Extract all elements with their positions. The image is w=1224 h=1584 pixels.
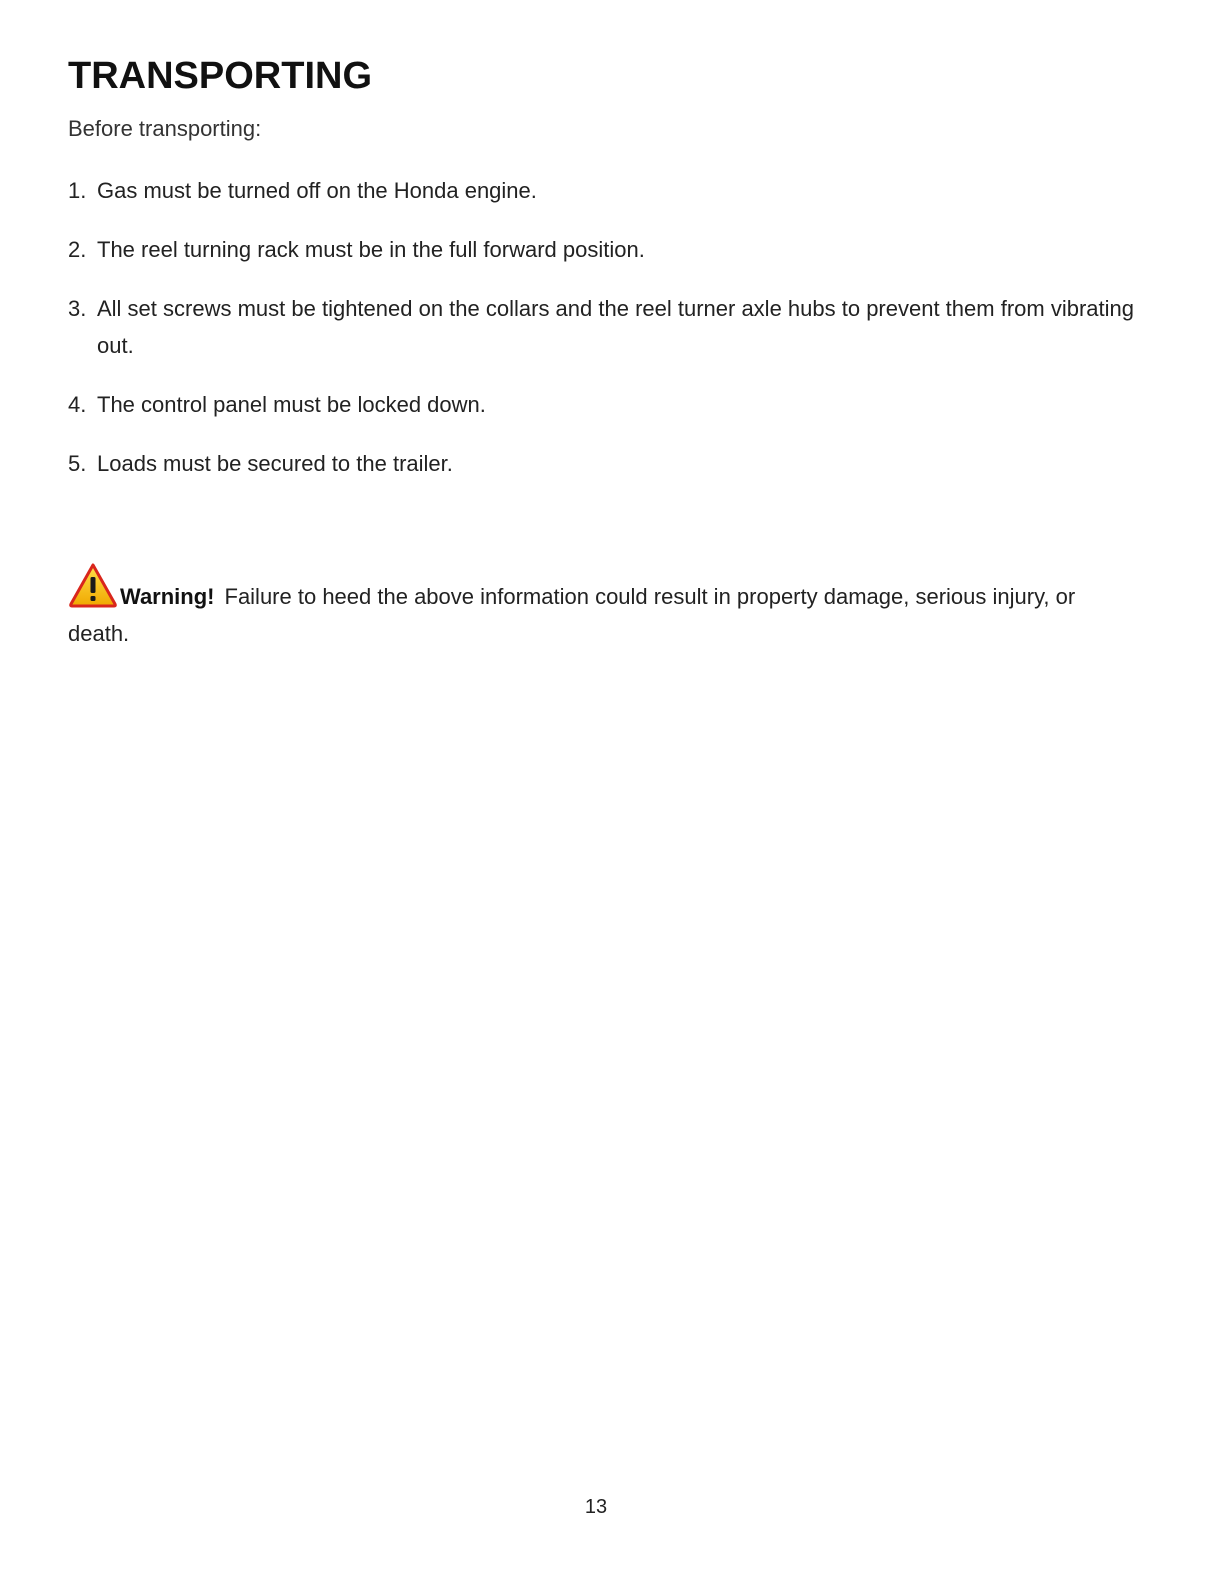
list-item: [68, 386, 1148, 423]
page-number: 13: [584, 1496, 608, 1518]
list-item: [68, 231, 1148, 268]
step-number: 3.: [68, 296, 87, 321]
steps-list: [68, 172, 1148, 504]
warning-notice: [68, 562, 1128, 652]
step-number: 1.: [68, 178, 87, 203]
step-number: 5.: [68, 451, 87, 476]
page-title: TRANSPORTING: [68, 55, 372, 97]
list-item: [68, 290, 1148, 364]
step-text: Loads must be secured to the trailer.: [97, 451, 453, 476]
list-item: [68, 445, 1148, 482]
step-text: Gas must be turned off on the Honda engine.: [97, 178, 537, 203]
warning-label: Warning!: [120, 584, 215, 609]
warning-text: Failure to heed the above information could result in property damage, serious injury, or death.: [68, 584, 1076, 646]
step-text: The reel turning rack must be in the full forward position.: [97, 237, 645, 262]
list-item: [68, 172, 1148, 209]
intro-text: Before transporting:: [68, 116, 262, 141]
warning-icon: [68, 562, 118, 608]
step-number: 4.: [68, 392, 87, 417]
step-text: The control panel must be locked down.: [97, 392, 486, 417]
step-number: 2.: [68, 237, 87, 262]
step-text: All set screws must be tightened on the collars and the reel turner axle hubs to prevent them from vibrating out.: [97, 296, 1134, 358]
